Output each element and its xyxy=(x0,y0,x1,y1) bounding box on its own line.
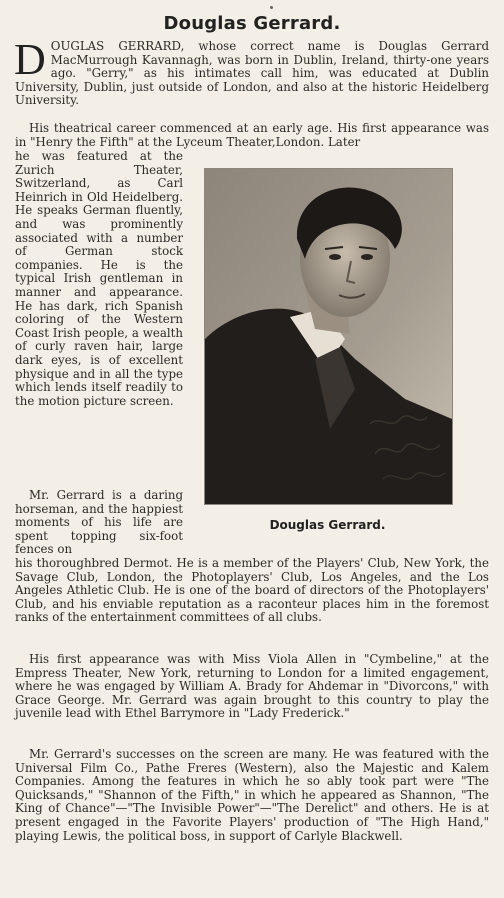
drop-cap: D xyxy=(14,35,46,84)
horseman-continued: his thoroughbred Dermot. He is a member of the Players' Club, New York, the Savage Club, London, the Photoplayers' Club, Los Angeles, and the Los Angeles Athletic Club. He is one of the board of directors of the Photoplayers' Club, and his enviable reputation as a raconteur places him in the foremost ranks of the entertainment committees of all clubs. xyxy=(15,556,489,625)
career-intro: His theatrical career commenced at an early age. His first appearance was in "Henry the Fifth" at the Lyceum Theater,London. Later xyxy=(15,121,489,149)
horseman-column-text: Mr. Gerrard is a daring horseman, and the happiest moments of his life are spent topping six-foot fences on xyxy=(15,488,183,557)
first-appearance-paragraph: His first appearance was with Miss Viola Allen in "Cymbeline," at the Empress Theater, New York, returning to London for a limited engagement, where he was engaged by William A. Brady for Ahdemar in "Divorcons," with Grace George. Mr. Gerrard was again brought to this country to play the juvenile lead with Ethel Barrymore in "Lady Frederick." xyxy=(15,652,489,721)
photo-caption: Douglas Gerrard. xyxy=(269,518,386,532)
portrait-illustration xyxy=(205,169,452,504)
article-title: Douglas Gerrard. xyxy=(163,13,341,34)
intro-paragraph xyxy=(14,35,489,108)
portrait-photo xyxy=(204,168,453,505)
page-mark xyxy=(270,6,273,9)
intro-text: OUGLAS GERRARD, whose correct name is Douglas Gerrard MacMurrough Kavannagh, was born in Dublin, Ireland, thirty-one years ago. "Gerry," as his intimates call him, was educated at Dublin University, Dublin, just outside of London, and also at the historic Heidelberg University. xyxy=(15,39,489,108)
screen-paragraph: Mr. Gerrard's successes on the screen are many. He was featured with the Universal Film Co., Pathe Freres (Western), also the Majestic and Kalem Companies. Among the features in which he so ably took part were "The Quicksands," "Shannon of the Fifth," in which he appeared as Shannon, "The King of Chance"—"The Invisible Power"—"The Derelict" and others. He is at present engaged in the Favorite Players' production of "The High Hand," playing Lewis, the political boss, in support of Carlyle Blackwell. xyxy=(15,747,489,843)
career-column-text: he was featured at the Zurich Theater, Switzerland, as Carl Heinrich in Old Heidelberg. He speaks German fluently, and was prominently associated with a number of German stock companies. He is the typical Irish gentleman in manner and appearance. He has dark, rich Spanish coloring of the Western Coast Irish people, a wealth of curly raven hair, large dark eyes, is of excellent physique and in all the type which lends itself readily to the motion picture screen. xyxy=(15,149,183,408)
